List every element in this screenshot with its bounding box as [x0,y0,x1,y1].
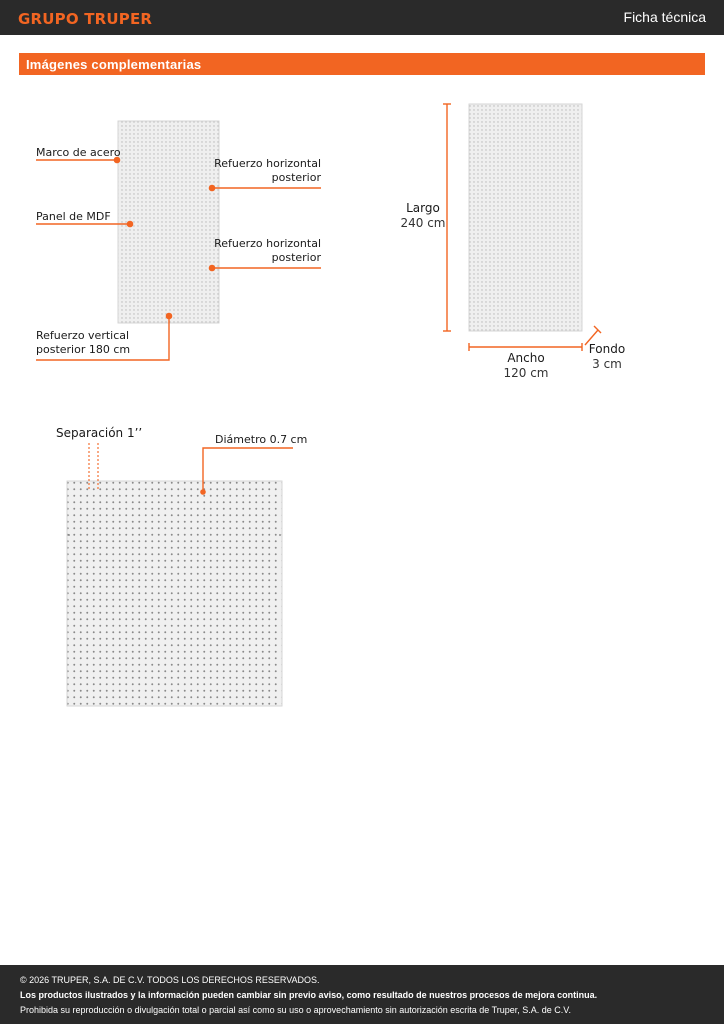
label-largo: Largo [406,201,440,215]
brand-logo: GRUPO TRUPER [18,10,153,28]
label-marco-acero: Marco de acero [36,146,121,159]
pegboard-panel-parts [118,121,219,323]
value-fondo: 3 cm [592,357,622,371]
value-largo: 240 cm [400,216,446,230]
value-ancho: 120 cm [503,366,549,380]
label-refuerzo-vertical: Refuerzo vertical posterior 180 cm [36,329,131,356]
label-refuerzo-horizontal-1: Refuerzo horizontal posterior [214,157,321,184]
label-panel-mdf: Panel de MDF [36,210,111,223]
dimensions-diagram [443,104,601,351]
label-ancho: Ancho [507,351,545,365]
footer-notice: Los productos ilustrados y la información pueden cambiar sin previo aviso, como resultado de nuestros procesos de mejora continua. [20,990,598,1000]
section-title: Imágenes complementarias [26,57,202,72]
footer [0,965,724,1024]
label-refuerzo-horizontal-2: Refuerzo horizontal posterior [214,237,321,264]
label-separacion: Separación 1’’ [56,426,143,440]
detail-diagram [67,443,293,706]
pegboard-panel-dimensions [469,104,582,331]
footer-copyright: © 2026 TRUPER, S.A. DE C.V. TODOS LOS DERECHOS RESERVADOS. [20,975,320,985]
label-diametro: Diámetro 0.7 cm [215,433,308,446]
doc-type-label: Ficha técnica [623,9,706,25]
label-fondo: Fondo [588,342,626,356]
pegboard-panel-detail [67,481,282,706]
footer-prohibition: Prohibida su reproducción o divulgación total o parcial así como su uso o aprovechamiento sin autorización escrita de Truper, S.A. de C.V. [20,1005,571,1015]
